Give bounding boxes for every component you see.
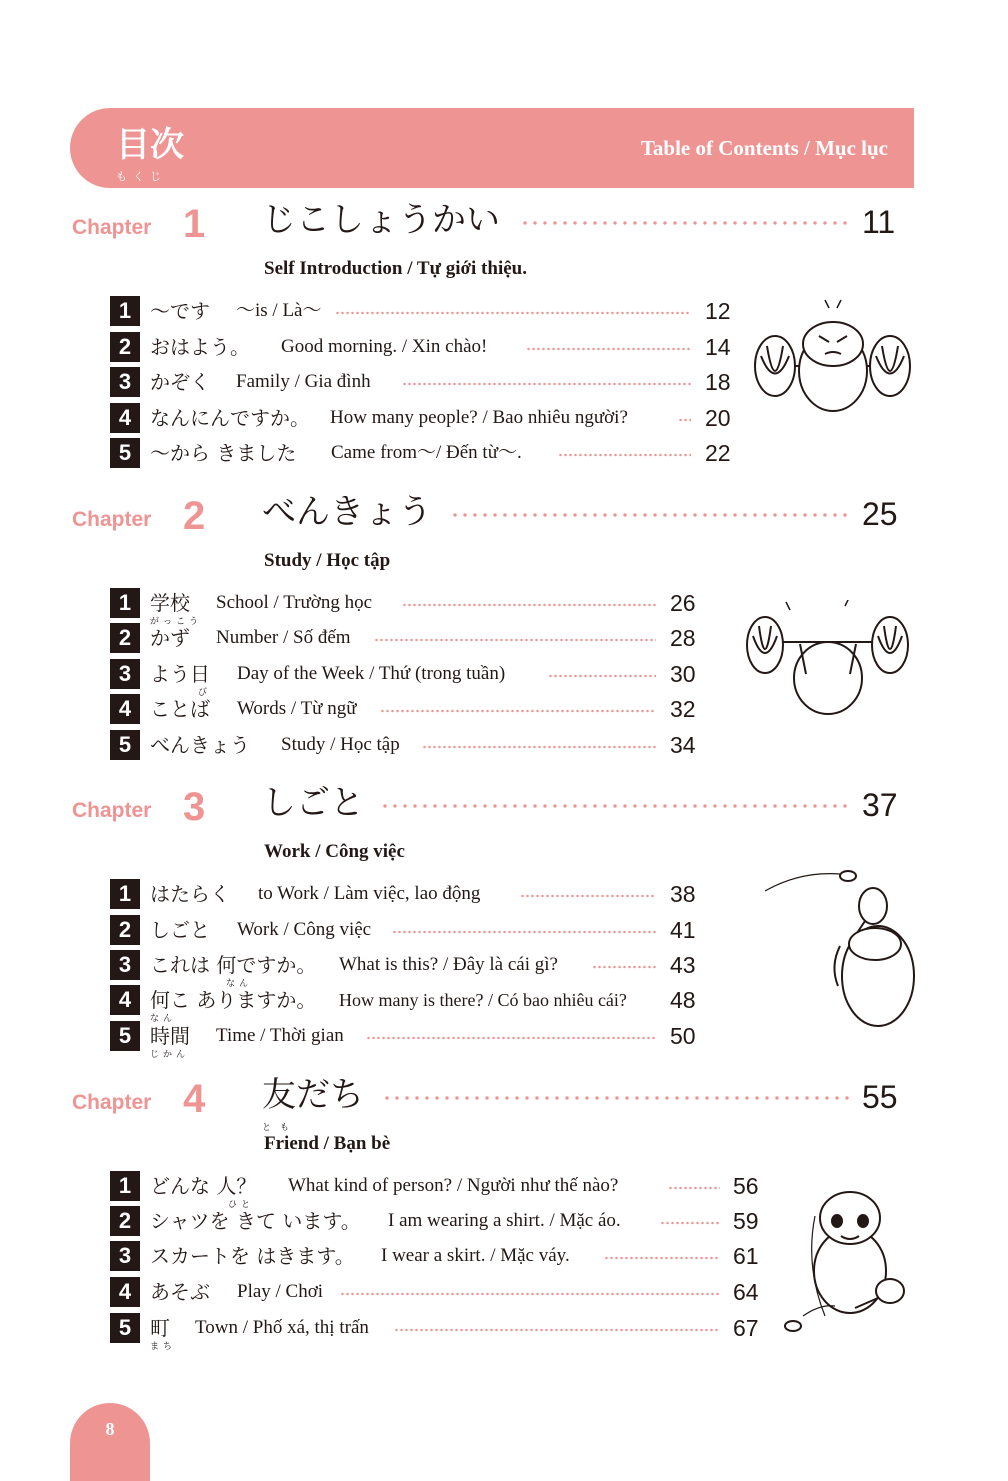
lesson-number: 4 (110, 403, 140, 433)
leader-dots (402, 603, 656, 607)
leader-dots (520, 894, 656, 898)
leader-dots (558, 453, 691, 457)
toc-subtitle: Table of Contents / Mục lục (640, 136, 888, 160)
chapter-title-ruby: とも (262, 1123, 299, 1133)
leader-dots (380, 803, 850, 809)
chapter-number: 3 (183, 785, 206, 829)
lesson-ruby: じかん (150, 1050, 190, 1060)
lesson-title-en: to Work / Làm việc, lao động (258, 883, 481, 904)
chapter-page: 25 (862, 496, 898, 532)
lesson-page: 59 (733, 1208, 759, 1234)
lesson-title-jp: ～です (150, 299, 210, 323)
lesson-title-jp: かぞく (150, 370, 210, 394)
chapter-label: Chapter (72, 1091, 152, 1114)
lesson-number: 1 (110, 588, 140, 618)
leader-dots (392, 930, 656, 934)
lesson-number: 2 (110, 332, 140, 362)
lesson-number: 3 (110, 659, 140, 689)
chapter-subtitle: Study / Học tập (264, 550, 391, 571)
toc-title-kanji: 目次 (116, 125, 184, 165)
leader-dots (366, 1036, 656, 1040)
lesson-title-en: Day of the Week / Thứ (trong tuần) (237, 663, 506, 684)
lesson-title-en: What is this? / Đây là cái gì? (339, 954, 558, 975)
lesson-ruby: び (198, 688, 212, 698)
leader-dots (335, 311, 691, 315)
leader-dots (678, 418, 691, 422)
lesson-title-jp: 町 (150, 1316, 170, 1340)
lesson-number: 4 (110, 694, 140, 724)
lesson-title-en: How many people? / Bao nhiêu người? (330, 407, 628, 428)
lesson-page: 22 (705, 440, 731, 466)
lesson-ruby: なん (226, 979, 253, 989)
lesson-title-jp: なんにんですか。 (150, 406, 310, 430)
lesson-number: 5 (110, 1021, 140, 1051)
chapter-subtitle: Self Introduction / Tự giới thiệu. (264, 258, 527, 279)
lesson-page: 34 (670, 732, 696, 758)
lesson-number: 2 (110, 1206, 140, 1236)
lesson-title-en: School / Trường học (216, 592, 373, 613)
lesson-title-en: Town / Phố xá, thị trấn (195, 1317, 369, 1338)
lesson-ruby: まち (150, 1342, 177, 1352)
lesson-title-jp: よう日 (150, 662, 210, 686)
lesson-title-en: Came from～/ Đến từ～. (331, 442, 522, 463)
hamster-weightlifting-icon (745, 296, 920, 421)
lesson-page: 26 (670, 590, 696, 616)
leader-dots (520, 220, 850, 226)
lesson-title-en: Study / Học tập (281, 734, 400, 755)
lesson-title-jp: ことば (150, 697, 210, 721)
lesson-title-en: Work / Công việc (237, 919, 372, 940)
chapter-subtitle: Work / Công việc (264, 841, 405, 862)
lesson-page: 50 (670, 1023, 696, 1049)
lesson-title-jp: かず (150, 626, 190, 650)
toc-title-ruby: もくじ (116, 170, 167, 183)
lesson-number: 1 (110, 296, 140, 326)
lesson-number: 5 (110, 730, 140, 760)
leader-dots (450, 512, 850, 518)
lesson-page: 41 (670, 917, 696, 943)
lesson-number: 3 (110, 367, 140, 397)
leader-dots (660, 1221, 720, 1225)
lesson-page: 67 (733, 1315, 759, 1341)
lesson-number: 3 (110, 1241, 140, 1271)
lesson-page: 14 (705, 334, 731, 360)
lesson-ruby: ひと (228, 1200, 255, 1210)
lesson-page: 20 (705, 405, 731, 431)
chapter-page: 11 (862, 204, 896, 240)
leader-dots (548, 674, 656, 678)
page-number-badge (70, 1403, 150, 1481)
lesson-2-5[interactable] (0, 730, 1008, 760)
lesson-number: 4 (110, 985, 140, 1015)
lesson-title-jp: これは 何ですか。 (150, 953, 317, 977)
lesson-title-en: I wear a skirt. / Mặc váy. (381, 1245, 570, 1266)
hamster-lifting-icon (740, 600, 915, 720)
leader-dots (402, 382, 691, 386)
chapter-label: Chapter (72, 508, 152, 531)
lesson-title-en: What kind of person? / Người như thế nào? (288, 1175, 619, 1196)
lesson-title-jp: シャツを きて います。 (150, 1209, 361, 1233)
chapter-page: 55 (862, 1079, 898, 1115)
lesson-page: 18 (705, 369, 731, 395)
lesson-title-en: Play / Chơi (237, 1281, 324, 1302)
lesson-number: 4 (110, 1277, 140, 1307)
lesson-title-jp: おはよう。 (150, 335, 250, 359)
chapter-title: しごと (262, 783, 364, 823)
leader-dots (592, 965, 656, 969)
lesson-page: 38 (670, 881, 696, 907)
lesson-title-jp: スカートを はきます。 (150, 1244, 355, 1268)
lesson-1-5[interactable] (0, 438, 1008, 468)
lesson-number: 2 (110, 915, 140, 945)
lesson-page: 64 (733, 1279, 759, 1305)
lesson-page: 32 (670, 696, 696, 722)
lesson-ruby: がっこう (150, 617, 203, 627)
lesson-page: 48 (670, 987, 696, 1013)
lesson-title-en: ～is / Là～ (236, 300, 322, 321)
lesson-title-jp: あそぶ (150, 1280, 210, 1304)
lesson-title-en: How many is there? / Có bao nhiêu cái? (339, 990, 627, 1010)
lesson-number: 1 (110, 1171, 140, 1201)
lesson-title-jp: ～から きました (150, 441, 297, 465)
lesson-ruby: なん (150, 1014, 177, 1024)
leader-dots (668, 1186, 720, 1190)
lesson-page: 12 (705, 298, 731, 324)
chapter-label: Chapter (72, 216, 152, 239)
lesson-number: 1 (110, 879, 140, 909)
chapter-number: 4 (183, 1077, 206, 1121)
chapter-title: 友だち (262, 1075, 364, 1115)
lesson-title-jp: 時間 (150, 1024, 190, 1048)
chapter-number: 1 (183, 202, 206, 246)
lesson-title-en: Words / Từ ngữ (237, 698, 357, 719)
hamster-racket-icon (775, 1186, 925, 1346)
page-number: 8 (105, 1419, 115, 1439)
lesson-page: 28 (670, 625, 696, 651)
lesson-title-en: Time / Thời gian (216, 1025, 344, 1046)
lesson-page: 61 (733, 1243, 759, 1269)
lesson-title-en: Family / Gia đình (236, 371, 371, 392)
chapter-title: じこしょうかい (262, 200, 500, 240)
lesson-page: 43 (670, 952, 696, 978)
toc-header (70, 108, 914, 188)
lesson-page: 56 (733, 1173, 759, 1199)
chapter-page: 37 (862, 787, 898, 823)
lesson-title-jp: 何こ ありますか。 (150, 988, 317, 1012)
lesson-title-jp: べんきょう (150, 733, 250, 757)
chapter-subtitle: Friend / Bạn bè (264, 1133, 391, 1154)
lesson-number: 5 (110, 1313, 140, 1343)
leader-dots (340, 1292, 720, 1296)
lesson-title-jp: はたらく (150, 882, 230, 906)
lesson-number: 3 (110, 950, 140, 980)
chapter-label: Chapter (72, 799, 152, 822)
chapter-title: べんきょう (262, 492, 432, 532)
lesson-number: 2 (110, 623, 140, 653)
lesson-title-jp: どんな 人？ (150, 1174, 257, 1198)
chapter-number: 2 (183, 494, 206, 538)
lesson-title-en: Good morning. / Xin chào! (281, 336, 488, 357)
lesson-number: 5 (110, 438, 140, 468)
leader-dots (380, 709, 656, 713)
lesson-title-jp: 学校 (150, 591, 190, 615)
leader-dots (526, 347, 691, 351)
leader-dots (382, 1095, 850, 1101)
hamster-badminton-icon (760, 866, 920, 1031)
leader-dots (604, 1256, 720, 1260)
leader-dots (374, 638, 656, 642)
lesson-page: 30 (670, 661, 696, 687)
lesson-title-jp: しごと (150, 918, 210, 942)
leader-dots (422, 745, 656, 749)
lesson-title-en: Number / Số đếm (216, 627, 351, 648)
leader-dots (394, 1328, 720, 1332)
lesson-title-en: I am wearing a shirt. / Mặc áo. (388, 1210, 621, 1231)
